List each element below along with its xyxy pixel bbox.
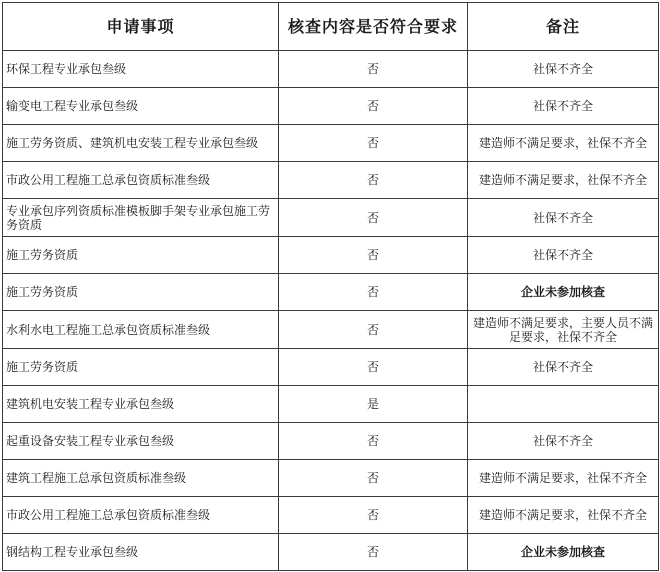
header-application-item: 申请事项 — [3, 3, 279, 51]
remark-cell: 建造师不满足要求，社保不齐全 — [468, 497, 659, 534]
table-row — [3, 497, 659, 534]
compliance-cell: 否 — [279, 349, 468, 386]
application-item-cell: 环保工程专业承包叁级 — [3, 51, 279, 88]
compliance-cell: 否 — [279, 199, 468, 237]
application-item-cell: 施工劳务资质、建筑机电安装工程专业承包叁级 — [3, 125, 279, 162]
table-row — [3, 274, 659, 311]
table-row — [3, 125, 659, 162]
table-row — [3, 349, 659, 386]
table-row — [3, 51, 659, 88]
application-item-cell: 施工劳务资质 — [3, 274, 279, 311]
remark-cell: 建造师不满足要求，社保不齐全 — [468, 162, 659, 199]
remark-cell: 企业未参加核查 — [468, 534, 659, 571]
remark-cell: 社保不齐全 — [468, 237, 659, 274]
application-item-cell: 建筑工程施工总承包资质标准叁级 — [3, 460, 279, 497]
remark-cell: 社保不齐全 — [468, 88, 659, 125]
remark-cell: 社保不齐全 — [468, 423, 659, 460]
table-row — [3, 88, 659, 125]
compliance-cell: 否 — [279, 423, 468, 460]
header-compliance: 核查内容是否符合要求 — [279, 3, 468, 51]
compliance-cell: 是 — [279, 386, 468, 423]
compliance-cell: 否 — [279, 237, 468, 274]
compliance-cell: 否 — [279, 311, 468, 349]
application-item-cell: 建筑机电安装工程专业承包叁级 — [3, 386, 279, 423]
application-item-cell: 水利水电工程施工总承包资质标准叁级 — [3, 311, 279, 349]
application-item-cell: 专业承包序列资质标准模板脚手架专业承包施工劳务资质 — [3, 199, 279, 237]
header-row — [3, 3, 659, 51]
remark-cell: 社保不齐全 — [468, 51, 659, 88]
qualification-check-table — [2, 2, 659, 571]
compliance-cell: 否 — [279, 274, 468, 311]
remark-cell: 社保不齐全 — [468, 199, 659, 237]
compliance-cell: 否 — [279, 125, 468, 162]
table-row — [3, 237, 659, 274]
application-item-cell: 市政公用工程施工总承包资质标准叁级 — [3, 497, 279, 534]
table-row — [3, 386, 659, 423]
compliance-cell: 否 — [279, 88, 468, 125]
application-item-cell: 市政公用工程施工总承包资质标准叁级 — [3, 162, 279, 199]
compliance-cell: 否 — [279, 162, 468, 199]
compliance-cell: 否 — [279, 51, 468, 88]
table-row — [3, 423, 659, 460]
remark-cell: 建造师不满足要求，社保不齐全 — [468, 460, 659, 497]
remark-cell: 建造师不满足要求，社保不齐全 — [468, 125, 659, 162]
compliance-cell: 否 — [279, 460, 468, 497]
table-row — [3, 162, 659, 199]
compliance-cell: 否 — [279, 497, 468, 534]
table-row — [3, 311, 659, 349]
application-item-cell: 施工劳务资质 — [3, 237, 279, 274]
remark-cell: 社保不齐全 — [468, 349, 659, 386]
application-item-cell: 施工劳务资质 — [3, 349, 279, 386]
remark-cell — [468, 386, 659, 423]
header-remark: 备注 — [468, 3, 659, 51]
table-row — [3, 460, 659, 497]
compliance-cell: 否 — [279, 534, 468, 571]
application-item-cell: 钢结构工程专业承包叁级 — [3, 534, 279, 571]
table-body — [3, 51, 659, 571]
table-row — [3, 534, 659, 571]
remark-cell: 企业未参加核查 — [468, 274, 659, 311]
remark-cell: 建造师不满足要求，主要人员不满足要求，社保不齐全 — [468, 311, 659, 349]
table-row — [3, 199, 659, 237]
application-item-cell: 起重设备安装工程专业承包叁级 — [3, 423, 279, 460]
application-item-cell: 输变电工程专业承包叁级 — [3, 88, 279, 125]
